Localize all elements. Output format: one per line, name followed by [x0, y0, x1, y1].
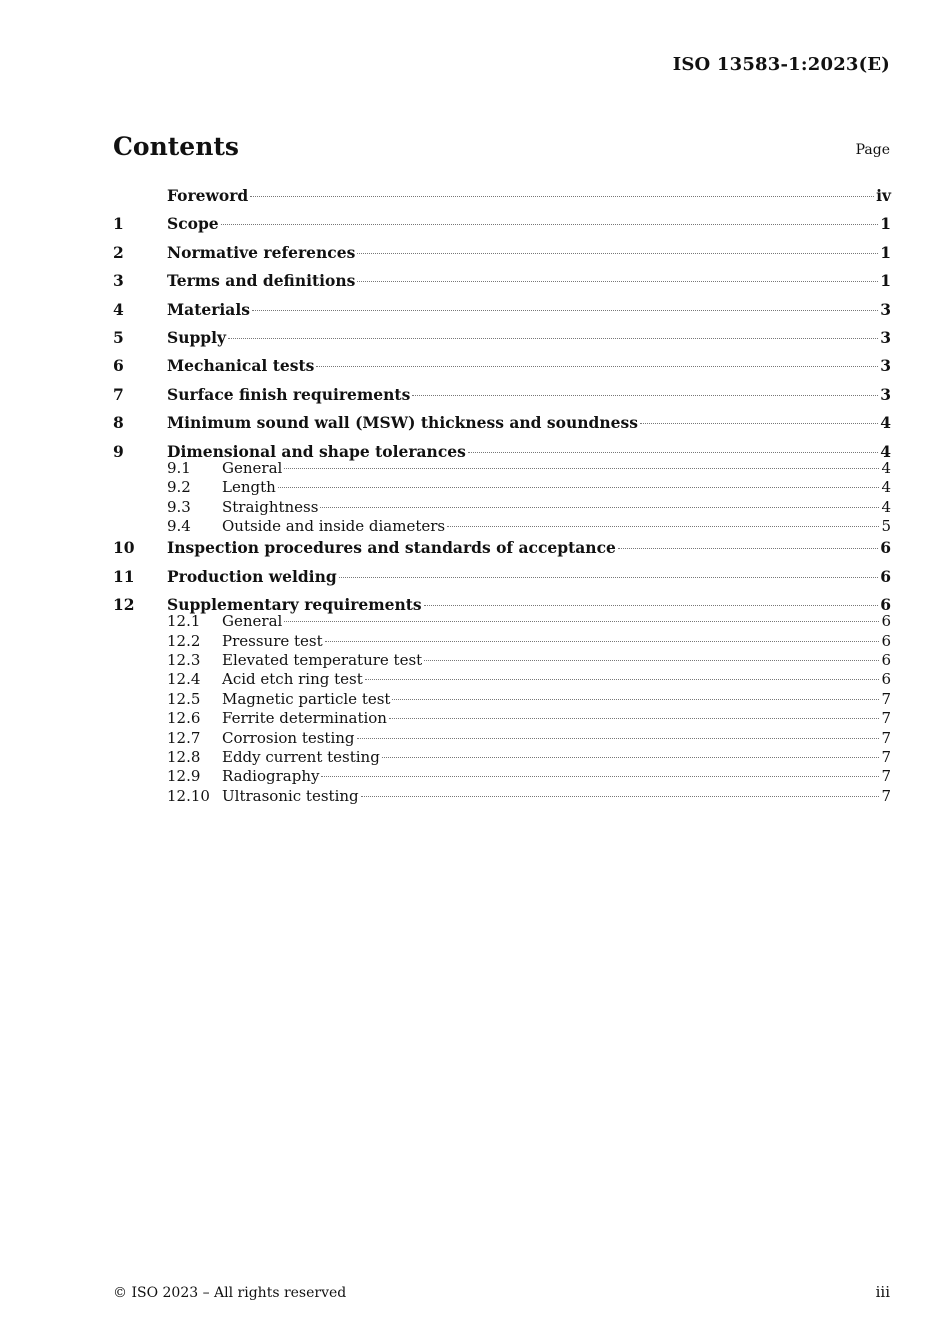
toc-subentry[interactable] — [113, 709, 891, 728]
toc-subentry-number: 12.1 — [167, 612, 201, 631]
toc-dot-leader — [339, 577, 879, 578]
toc-subentry[interactable] — [113, 670, 891, 689]
toc-dot-leader — [325, 641, 880, 642]
toc-entry[interactable] — [113, 354, 891, 382]
toc-entry-page: iv — [876, 186, 891, 205]
toc-entry-page: 7 — [881, 767, 891, 786]
toc-entry[interactable] — [113, 411, 891, 439]
toc-subentry-number: 12.8 — [167, 747, 201, 766]
toc-entry-title: Magnetic particle test — [222, 689, 391, 708]
document-id: ISO 13583-1:2023(E) — [672, 54, 890, 75]
toc-entry-number: 2 — [113, 242, 124, 262]
toc-entry-number: 6 — [113, 356, 124, 376]
toc-subentry-number: 12.2 — [167, 631, 201, 650]
toc-subentry-number: 12.4 — [167, 670, 201, 689]
copyright-footer: © ISO 2023 – All rights reserved — [113, 1285, 347, 1301]
toc-entry-title: Surface finish requirements — [167, 384, 411, 404]
table-of-contents — [113, 184, 891, 806]
toc-entry-title: Supply — [167, 327, 227, 347]
toc-entry-title: Straightness — [222, 497, 319, 516]
toc-entry-title: Mechanical tests — [167, 356, 315, 376]
toc-dot-leader — [228, 338, 878, 339]
toc-dot-leader — [357, 738, 880, 739]
toc-subentry-number: 12.9 — [167, 767, 201, 786]
toc-entry-page: 1 — [880, 242, 891, 262]
toc-entry-page: 4 — [880, 413, 891, 433]
toc-subentry-number: 12.6 — [167, 709, 201, 728]
toc-entry[interactable] — [113, 184, 891, 212]
toc-dot-leader — [284, 621, 879, 622]
toc-subentry-number: 12.10 — [167, 786, 210, 805]
toc-entry-title: Pressure test — [222, 631, 323, 650]
toc-entry-page: 3 — [880, 384, 891, 404]
toc-entry-title: Minimum sound wall (MSW) thickness and soundness — [167, 413, 638, 433]
toc-dot-leader — [447, 526, 879, 527]
toc-entry-page: 5 — [881, 516, 891, 535]
toc-subentry-number: 12.3 — [167, 651, 201, 670]
toc-entry-page: 7 — [881, 728, 891, 747]
toc-entry-number: 12 — [113, 595, 135, 615]
toc-entry-page: 6 — [881, 612, 891, 631]
toc-dot-leader — [361, 796, 880, 797]
page-number: iii — [875, 1283, 890, 1301]
toc-entry-title: Terms and definitions — [167, 271, 356, 291]
toc-entry-page: 6 — [881, 670, 891, 689]
toc-dot-leader — [252, 310, 878, 311]
toc-dot-leader — [424, 660, 879, 661]
toc-entry[interactable] — [113, 269, 891, 297]
toc-entry-number: 5 — [113, 327, 124, 347]
toc-subentry[interactable] — [113, 459, 891, 478]
toc-entry-title: Supplementary requirements — [167, 595, 422, 615]
toc-subentry[interactable] — [113, 632, 891, 651]
toc-subentry[interactable] — [113, 729, 891, 748]
toc-entry-title: Ferrite determination — [222, 709, 387, 728]
toc-subentry-number: 9.4 — [167, 516, 191, 535]
toc-subentry[interactable] — [113, 690, 891, 709]
toc-entry-number: 10 — [113, 538, 135, 558]
toc-subentry[interactable] — [113, 478, 891, 497]
toc-dot-leader — [468, 452, 878, 453]
toc-entry[interactable] — [113, 241, 891, 269]
toc-entry-title: Foreword — [167, 186, 249, 205]
toc-subentry[interactable] — [113, 498, 891, 517]
toc-entry-page: 1 — [880, 271, 891, 291]
toc-entry[interactable] — [113, 536, 891, 564]
toc-dot-leader — [284, 468, 879, 469]
toc-entry-number: 9 — [113, 441, 124, 461]
toc-subentry[interactable] — [113, 748, 891, 767]
toc-entry-title: Materials — [167, 299, 250, 319]
toc-entry-page: 7 — [881, 747, 891, 766]
toc-entry-number: 7 — [113, 384, 124, 404]
toc-entry-title: Eddy current testing — [222, 747, 380, 766]
toc-entry-page: 6 — [880, 595, 891, 615]
toc-entry-title: Corrosion testing — [222, 728, 355, 747]
toc-dot-leader — [365, 679, 880, 680]
toc-entry-page: 4 — [880, 441, 891, 461]
toc-subentry[interactable] — [113, 612, 891, 631]
toc-entry-title: Ultrasonic testing — [222, 786, 359, 805]
toc-entry-title: Radiography — [222, 767, 320, 786]
toc-dot-leader — [250, 196, 874, 197]
toc-entry-number: 4 — [113, 299, 124, 319]
toc-entry-page: 7 — [881, 786, 891, 805]
toc-entry-page: 4 — [881, 458, 891, 477]
toc-dot-leader — [424, 605, 879, 606]
toc-subentry[interactable] — [113, 651, 891, 670]
toc-subentry-number: 12.7 — [167, 728, 201, 747]
toc-entry-title: General — [222, 458, 283, 477]
toc-entry-page: 3 — [880, 327, 891, 347]
toc-entry-title: Production welding — [167, 566, 337, 586]
toc-entry-number: 3 — [113, 271, 124, 291]
contents-title: Contents — [113, 132, 240, 161]
toc-dot-leader — [618, 548, 878, 549]
toc-dot-leader — [412, 395, 878, 396]
page-column-label: Page — [855, 142, 890, 158]
toc-entry[interactable] — [113, 383, 891, 411]
toc-subentry-number: 9.3 — [167, 497, 191, 516]
toc-entry-title: General — [222, 612, 283, 631]
toc-subentry[interactable] — [113, 767, 891, 786]
toc-entry-page: 6 — [880, 566, 891, 586]
toc-entry[interactable] — [113, 298, 891, 326]
toc-subentry-number: 12.5 — [167, 689, 201, 708]
toc-entry-page: 7 — [881, 709, 891, 728]
toc-entry-page: 7 — [881, 689, 891, 708]
toc-entry[interactable] — [113, 565, 891, 593]
toc-entry-page: 4 — [881, 478, 891, 497]
toc-subentry[interactable] — [113, 787, 891, 806]
toc-entry-title: Acid etch ring test — [222, 670, 363, 689]
toc-entry-title: Outside and inside diameters — [222, 516, 446, 535]
toc-dot-leader — [320, 507, 879, 508]
toc-entry-page: 6 — [880, 538, 891, 558]
toc-entry-title: Elevated temperature test — [222, 651, 423, 670]
toc-entry-number: 1 — [113, 214, 124, 234]
toc-dot-leader — [357, 281, 878, 282]
toc-entry-page: 3 — [880, 356, 891, 376]
toc-subentry-number: 9.1 — [167, 458, 191, 477]
toc-dot-leader — [316, 366, 878, 367]
toc-entry-number: 8 — [113, 413, 124, 433]
toc-entry[interactable] — [113, 326, 891, 354]
toc-dot-leader — [640, 423, 878, 424]
toc-dot-leader — [321, 776, 879, 777]
toc-entry-title: Normative references — [167, 242, 356, 262]
toc-dot-leader — [392, 699, 879, 700]
toc-dot-leader — [357, 253, 878, 254]
toc-entry-title: Dimensional and shape tolerances — [167, 441, 466, 461]
toc-entry-title: Length — [222, 478, 276, 497]
toc-entry-number: 11 — [113, 566, 135, 586]
toc-entry[interactable] — [113, 593, 891, 615]
toc-entry-page: 1 — [880, 214, 891, 234]
toc-entry-title: Scope — [167, 214, 219, 234]
toc-entry-page: 6 — [881, 651, 891, 670]
toc-entry-page: 6 — [881, 631, 891, 650]
toc-dot-leader — [382, 757, 880, 758]
toc-dot-leader — [221, 224, 879, 225]
toc-dot-leader — [278, 487, 880, 488]
toc-entry-title: Inspection procedures and standards of acceptance — [167, 538, 616, 558]
toc-dot-leader — [389, 718, 879, 719]
toc-entry[interactable] — [113, 212, 891, 240]
toc-entry[interactable] — [113, 440, 891, 459]
toc-entry-page: 4 — [881, 497, 891, 516]
toc-entry-page: 3 — [880, 299, 891, 319]
toc-subentry-number: 9.2 — [167, 478, 191, 497]
toc-subentry[interactable] — [113, 517, 891, 536]
